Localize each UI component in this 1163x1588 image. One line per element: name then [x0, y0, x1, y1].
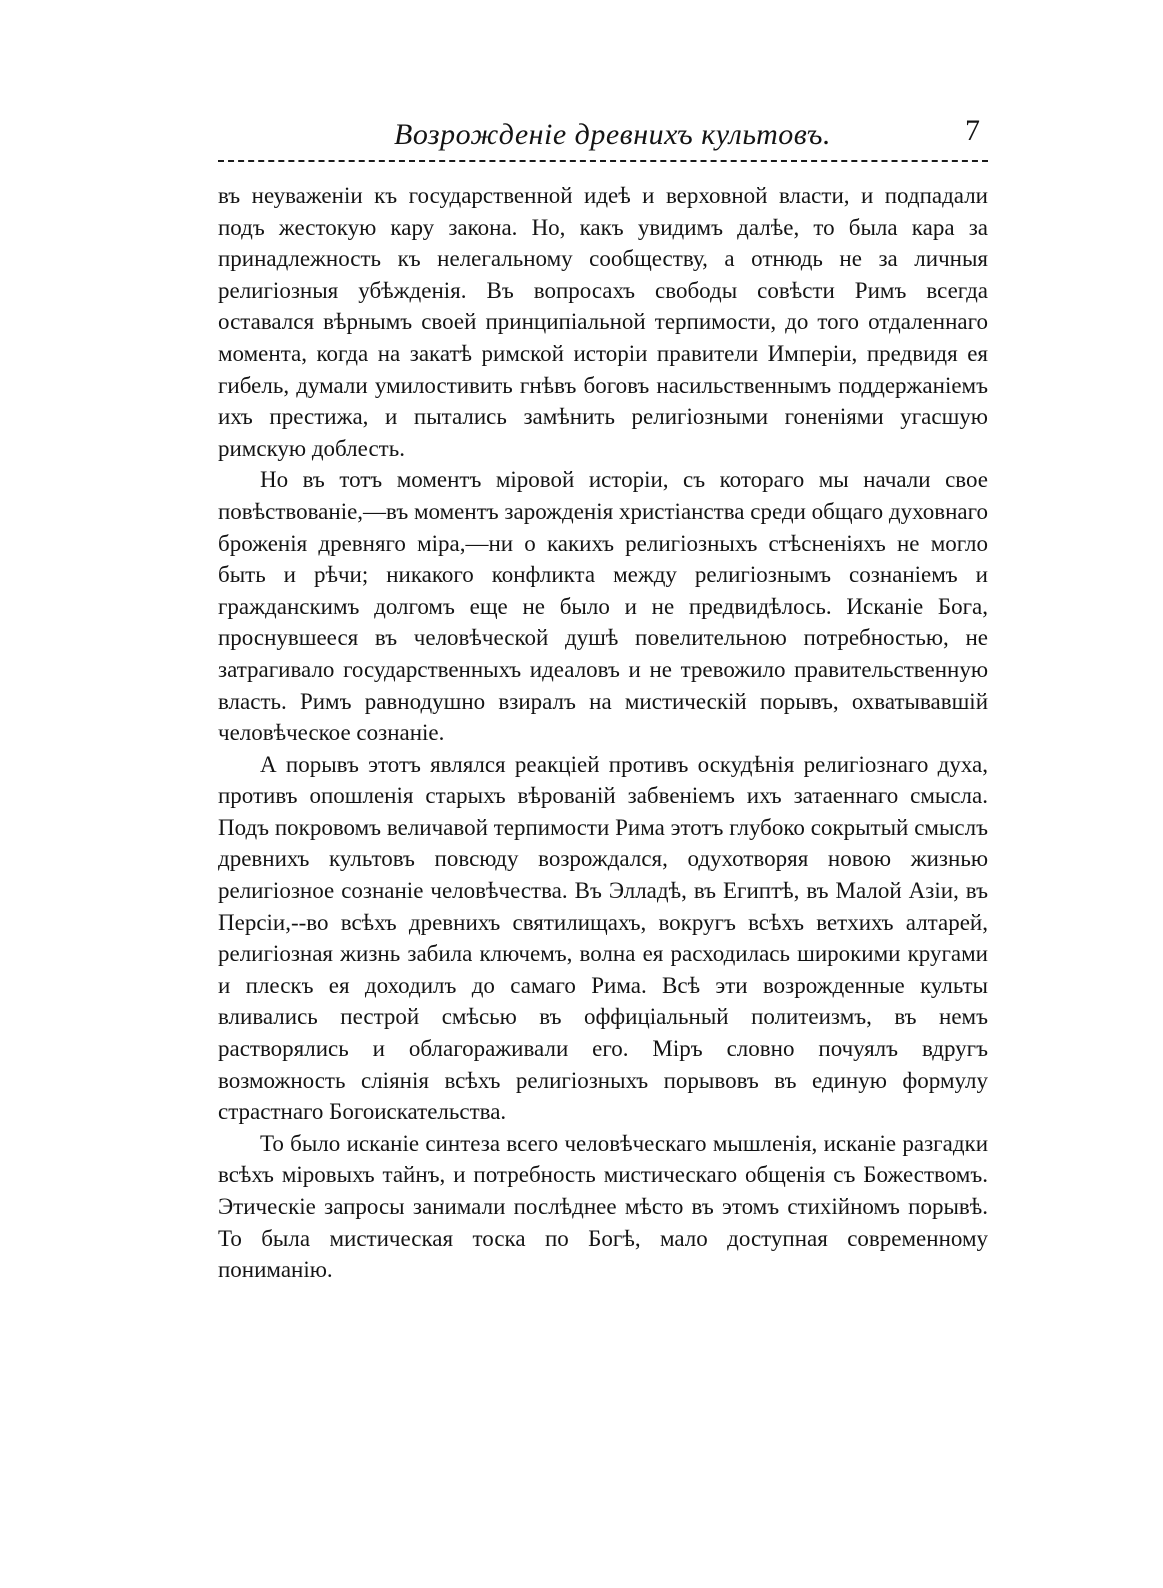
- paragraph: въ неуваженіи къ государственной идеѣ и верховной власти, и подпадали подъ жестокую кару закона. Но, какъ увидимъ далѣе, то была кара за принадлежность къ нелегальному сообществу, а отнюдь не за личныя религіозныя убѣжденія. Въ вопросахъ свободы совѣсти Римъ всегда оставался вѣрнымъ своей принципіальной терпимости, до того отдаленнаго момента, когда на закатѣ римской исторіи правители Имперіи, предвидя ея гибель, думали умилостивить гнѣвъ боговъ насильственнымъ поддержаніемъ ихъ престижа, и пытались замѣнить религіозными гоненіями угасшую римскую доблесть.: [218, 183, 988, 461]
- header-rule: [218, 160, 988, 162]
- paragraph: То было исканіе синтеза всего человѣческаго мышленія, исканіе разгадки всѣхъ міровыхъ тайнъ, и потребность мистическаго общенія съ Божествомъ. Этическіе запросы занимали послѣднее мѣсто въ этомъ стихійномъ порывѣ. То была мистическая тоска по Богѣ, мало доступная современному пониманію.: [218, 1130, 988, 1283]
- page-header: [218, 108, 988, 158]
- paragraph: А порывъ этотъ являлся реакціей противъ оскудѣнія религіознаго духа, противъ опошленія старыхъ вѣрованій забвеніемъ ихъ затаеннаго смысла. Подъ покровомъ величавой терпимости Рима этотъ глубоко сокрытый смыслъ древнихъ культовъ повсюду возрождался, одухотворяя новою жизнью религіозное сознаніе человѣчества. Въ Элладѣ, въ Египтѣ, въ Малой Азіи, въ Персіи,--во всѣхъ древнихъ святилищахъ, вокругъ всѣхъ ветхихъ алтарей, религіозная жизнь забила ключемъ, волна ея расходилась широкими кругами и плескъ ея доходилъ до самаго Рима. Всѣ эти возрожденные культы вливались пестрой смѣсью въ оффиціальный политеизмъ, въ немъ растворялись и облагораживали его. Міръ словно почуялъ вдругъ возможность сліянія всѣхъ религіозныхъ порывовъ въ единую формулу страстнаго Богоискательства.: [218, 751, 988, 1125]
- running-title: Возрожденіе древнихъ культовъ.: [394, 118, 831, 151]
- paragraph: Но въ тотъ моментъ міровой исторіи, съ котораго мы начали свое повѣствованіе,—въ моментъ зарожденія христіанства среди общаго духовнаго броженія древняго міра,—ни о какихъ религіозныхъ стѣсненіяхъ не могло быть и рѣчи; никакого конфликта между религіознымъ сознаніемъ и гражданскимъ долгомъ еще не было и не предвидѣлось. Исканіе Бога, проснувшееся въ человѣческой душѣ повелительною потребностью, не затрагивало государственныхъ идеаловъ и не тревожило правительственную власть. Римъ равнодушно взиралъ на мистическій порывъ, охватывавшій человѣческое сознаніе.: [218, 467, 988, 746]
- body-text: [218, 180, 988, 1286]
- page-number: 7: [965, 114, 980, 147]
